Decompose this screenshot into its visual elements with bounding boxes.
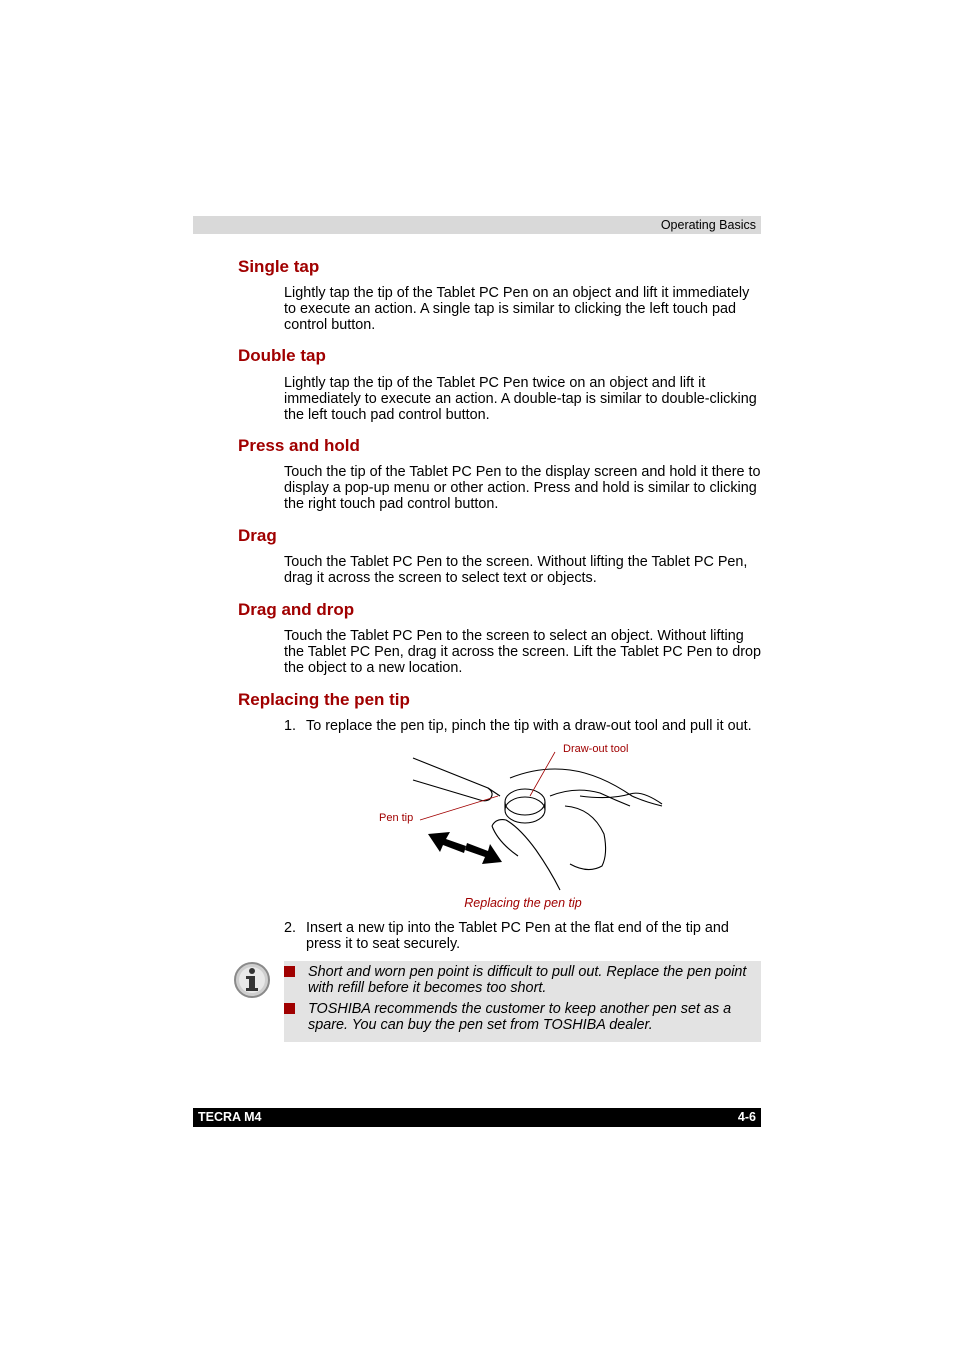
- heading-drag-and-drop: Drag and drop: [238, 600, 355, 619]
- heading-press-and-hold: Press and hold: [238, 436, 360, 455]
- label-pen-tip: Pen tip: [379, 812, 414, 824]
- heading-double-tap: Double tap: [238, 346, 326, 365]
- pen-tip-illustration: [370, 738, 680, 898]
- heading-drag: Drag: [238, 526, 277, 545]
- running-footer: [193, 1108, 761, 1127]
- paragraph-press-and-hold: Touch the tip of the Tablet PC Pen to the display screen and hold it there to display a pop-up menu or other action. Press and hold is similar to clicking the right touch pad control button.: [284, 464, 761, 512]
- illustration-drawing: [370, 738, 680, 898]
- paragraph-drag-and-drop: Touch the Tablet PC Pen to the screen to select an object. Without lifting the Tablet PC Pen, drag it across the screen. Lift the Tablet PC Pen to drop the object to a new location.: [284, 628, 762, 676]
- bullet-square-icon: [284, 966, 295, 977]
- running-header: [193, 216, 761, 234]
- note-box: [284, 961, 761, 1042]
- page-number: 4-6: [737, 1110, 756, 1124]
- step-number: 2.: [284, 920, 297, 936]
- heading-single-tap: Single tap: [238, 257, 320, 276]
- bullet-square-icon: [284, 1003, 295, 1014]
- label-draw-out-tool: Draw-out tool: [563, 743, 629, 755]
- figure-caption: Replacing the pen tip: [464, 896, 582, 910]
- note-text: TOSHIBA recommends the customer to keep another pen set as a spare. You can buy the pen set from TOSHIBA dealer.: [308, 1001, 732, 1033]
- paragraph-drag: Touch the Tablet PC Pen to the screen. Without lifting the Tablet PC Pen, drag it across the screen to select text or objects.: [284, 554, 748, 586]
- paragraph-double-tap: Lightly tap the tip of the Tablet PC Pen twice on an object and lift it immediately to execute an action. A double-tap is similar to double-clicking the left touch pad control button.: [284, 375, 757, 423]
- heading-replacing-pen-tip: Replacing the pen tip: [238, 690, 410, 709]
- step-text: To replace the pen tip, pinch the tip with a draw-out tool and pull it out.: [306, 718, 752, 734]
- note-text: Short and worn pen point is difficult to pull out. Replace the pen point with refill before it becomes too short.: [308, 964, 747, 996]
- step-text: Insert a new tip into the Tablet PC Pen at the flat end of the tip and press it to seat securely.: [306, 920, 729, 952]
- section-title: Operating Basics: [660, 218, 756, 232]
- paragraph-single-tap: Lightly tap the tip of the Tablet PC Pen on an object and lift it immediately to execute an action. A single tap is similar to clicking the left touch pad control button.: [284, 285, 750, 333]
- step-number: 1.: [284, 718, 297, 734]
- product-model: TECRA M4: [198, 1110, 262, 1124]
- info-icon: [233, 961, 271, 999]
